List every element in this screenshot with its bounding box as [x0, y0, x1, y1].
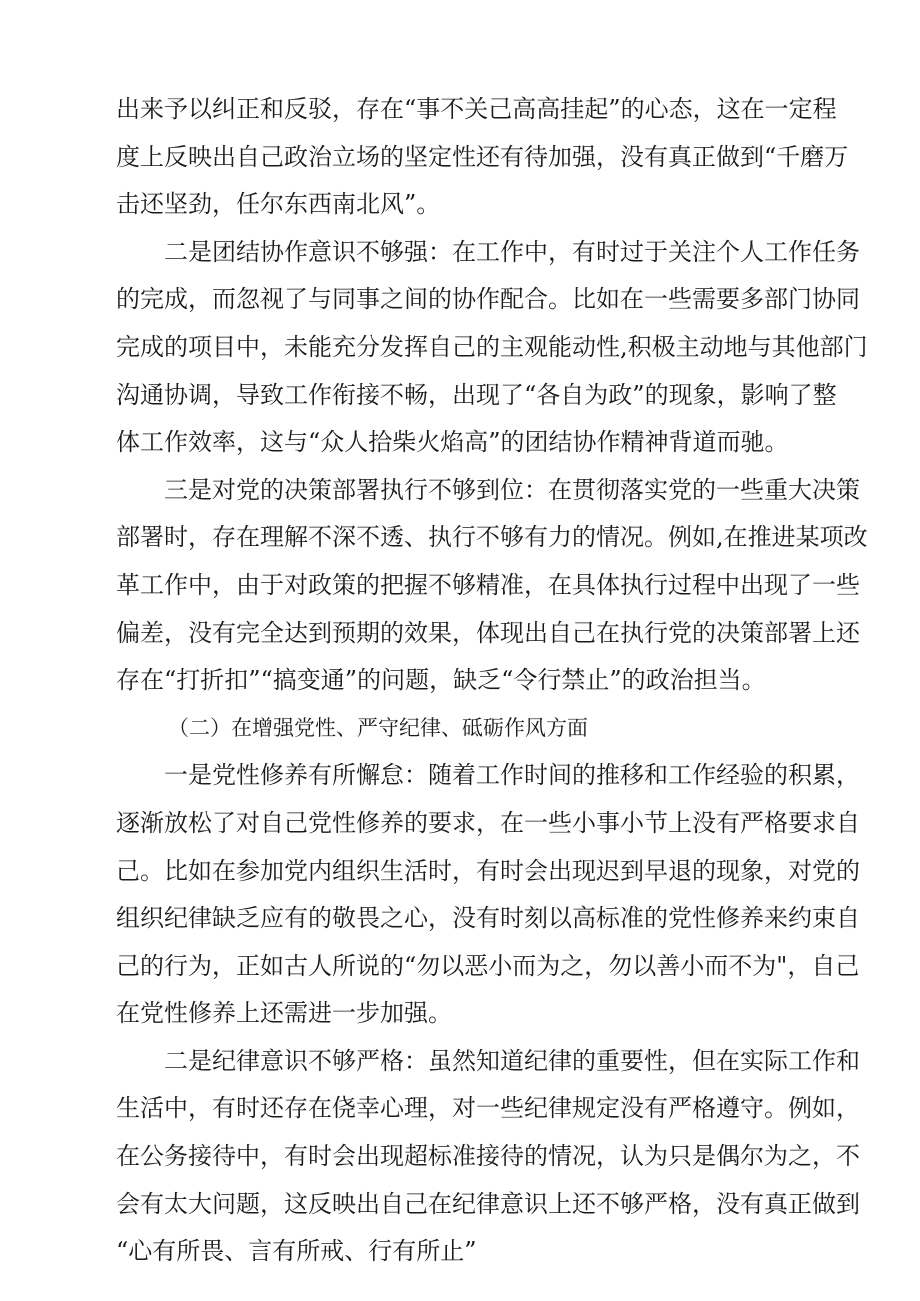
text-line: 完 成 的 项 目 中 ， 未 能 充 分 发 挥 自 己 的 主 观 能 动 性 , 积 极 主 动 地 与 其 他 部 门	[116, 332, 868, 361]
text-line: 己 的 行 为 ， 正 如 古 人 所 说 的 “ 勿 以 恶 小 而 为 之 ， 勿 以 善 小 而 不 为 " ， 自 己	[116, 951, 860, 980]
text-line: 己 。 比 如 在 参 加 党 内 组 织 生 活 时 ， 有 时 会 出 现 迟 到 早 退 的 现 象 ， 对 党 的	[116, 856, 860, 885]
text-line: “心有所畏、言有所戒、行有所止”	[116, 1237, 477, 1266]
text-line: 出 来 予 以 纠 正 和 反 驳 ， 存 在 “ 事 不 关 己 高 高 挂 起 ” 的 心 态 ， 这 在 一 定 程	[116, 95, 837, 123]
text-line: 逐 渐 放 松 了 对 自 己 党 性 修 养 的 要 求 ， 在 一 些 小 事 小 节 上 没 有 严 格 要 求 自	[116, 808, 860, 837]
text-line: 组 织 纪 律 缺 乏 应 有 的 敬 畏 之 心 ， 没 有 时 刻 以 高 标 准 的 党 性 修 养 来 约 束 自	[116, 904, 860, 933]
text-line: 二 是 团 结 协 作 意 识 不 够 强 ： 在 工 作 中 ， 有 时 过 于 关 注 个 人 工 作 任 务	[164, 237, 860, 266]
text-line: 会 有 太 大 问 题 ， 这 反 映 出 自 己 在 纪 律 意 识 上 还 不 够 严 格 ， 没 有 真 正 做 到	[116, 1189, 860, 1218]
text-line: 击还坚劲，任尔东西南北风”。	[116, 190, 441, 219]
text-line: 体工作效率，这与“众人拾柴火焰高”的团结协作精神背道而驰。	[116, 428, 789, 457]
text-line: 的 完 成 ， 而 忽 视 了 与 同 事 之 间 的 协 作 配 合 。 比 如 在 一 些 需 要 多 部 门 协 同	[116, 285, 860, 314]
text-line: 部 署 时 ， 存 在 理 解 不 深 不 透 、 执 行 不 够 有 力 的 情 况 。 例 如 , 在 推 进 某 项 改	[116, 523, 868, 552]
text-line: 度 上 反 映 出 自 己 政 治 立 场 的 坚 定 性 还 有 待 加 强 ， 没 有 真 正 做 到 “ 千 磨 万	[116, 142, 849, 171]
text-line: 生 活 中 ， 有 时 还 存 在 侥 幸 心 理 ， 对 一 些 纪 律 规 定 没 有 严 格 遵 守 。 例 如 ，	[116, 1094, 860, 1123]
document-body	[116, 86, 868, 1276]
text-line: 三 是 对 党 的 决 策 部 署 执 行 不 够 到 位 ： 在 贯 彻 落 实 党 的 一 些 重 大 决 策	[164, 475, 860, 504]
text-line: 沟 通 协 调 ， 导 致 工 作 衔 接 不 畅 ， 出 现 了 “ 各 自 为 政 ” 的 现 象 ， 影 响 了 整	[116, 380, 837, 409]
section-heading: （二）在增强党性、严守纪律、砥砺作风方面	[168, 715, 588, 740]
text-line: 一 是 党 性 修 养 有 所 懈 怠 ： 随 着 工 作 时 间 的 推 移 和 工 作 经 验 的 积 累 ，	[164, 761, 860, 790]
text-line: 偏 差 ， 没 有 完 全 达 到 预 期 的 效 果 ， 体 现 出 自 己 在 执 行 党 的 决 策 部 署 上 还	[116, 618, 860, 647]
text-line: 在 公 务 接 待 中 ， 有 时 会 出 现 超 标 准 接 待 的 情 况 ， 认 为 只 是 偶 尔 为 之 ， 不	[116, 1142, 860, 1171]
text-line: 革 工 作 中 ， 由 于 对 政 策 的 把 握 不 够 精 准 ， 在 具 体 执 行 过 程 中 出 现 了 一 些	[116, 570, 860, 599]
text-line: 二 是 纪 律 意 识 不 够 严 格 ： 虽 然 知 道 纪 律 的 重 要 性 ， 但 在 实 际 工 作 和	[164, 1046, 860, 1075]
text-line: 存在“打折扣”“搞变通”的问题，缺乏“令行禁止”的政治担当。	[116, 666, 766, 695]
text-line: 在党性修养上还需进一步加强。	[116, 999, 452, 1028]
